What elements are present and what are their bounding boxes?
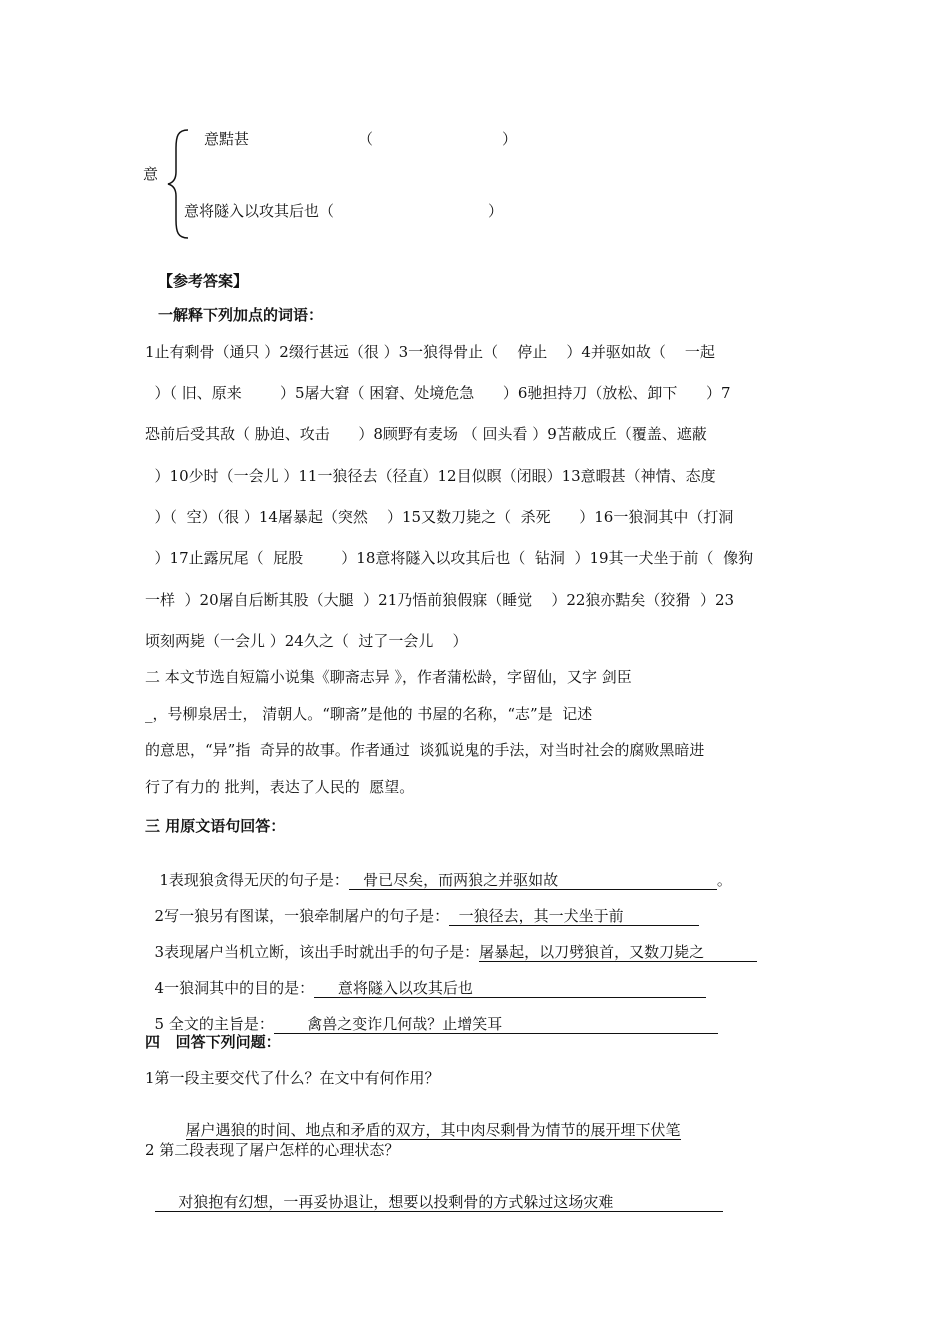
question-text: 2写一狼另有图谋，一狼牵制屠户的句子是：: [154, 907, 450, 925]
section1-line: ）（ 旧、原来 ）5屠大窘（ 困窘、处境危急 ）6驰担持刀（放松、卸下 ）7: [145, 384, 731, 402]
question-text: 1表现狼贪得无厌的句子是：: [154, 871, 349, 889]
section1-line: ）17止露尻尾（ 屁股 ）18意将隧入以攻其后也（ 钻洞 ）19其一犬坐于前（ 像狗: [145, 549, 754, 567]
section1-title: 一解释下列加点的词语：: [158, 306, 324, 324]
answer-tail: 。: [716, 871, 732, 889]
section3-item: [145, 887, 699, 926]
brace-row1-word: 意黠甚: [204, 130, 250, 148]
section1-line: 恐前后受其敌（ 胁迫、攻击 ）8顾野有麦场 （ 回头看 ）9苫蔽成丘（覆盖、遮蔽: [145, 425, 707, 443]
section3-item: [145, 959, 706, 998]
section1-line: 一样 ）20屠自后断其股（大腿 ）21乃悟前狼假寐（睡觉 ）22狼亦黠矣（狡猾 ）23: [145, 591, 735, 609]
section2-line: 行了有力的 批判，表达了人民的 愿望。: [145, 778, 415, 796]
brace-row2-word: 意将隧入以攻其后也（: [184, 202, 335, 220]
section4-question: 2 第二段表现了屠户怎样的心理状态？: [145, 1141, 400, 1159]
section1-line: ）（ 空）（很 ）14屠暴起（突然 ）15又数刀毙之（ 杀死 ）16一狼洞其中（打洞: [145, 508, 734, 526]
answer-text: 一狼径去，其一犬坐于前: [449, 907, 699, 926]
section4-title: 四 回答下列问题：: [145, 1033, 281, 1051]
section2-line: 二 本文节选自短篇小说集《聊斋志异 》，作者蒲松龄，字留仙，又字 剑臣: [145, 668, 632, 686]
brace-row2-paren-close: ）: [488, 202, 504, 220]
section3-item: [145, 995, 718, 1034]
brace-head: 意: [143, 165, 159, 183]
brace-row1-paren-open: （: [358, 130, 374, 148]
question-text: 4一狼洞其中的目的是：: [154, 979, 315, 997]
answer-title: 【参考答案】: [158, 272, 249, 290]
question-text: 3表现屠户当机立断，该出手时就出手的句子是：: [154, 943, 480, 961]
section3-item: [145, 923, 757, 962]
section3-title: 三 用原文语句回答：: [145, 817, 286, 835]
section4-answer: [145, 1175, 723, 1212]
answer-text: 对狼抱有幻想，一再妥协退让，想要以投剩骨的方式躲过这场灾难: [155, 1193, 723, 1212]
section2-line: _，号柳泉居士， 清朝人。“聊斋”是他的 书屋的名称，“志”是 记述: [145, 705, 593, 723]
answer-text: 屠暴起，以刀劈狼首，又数刀毙之: [479, 943, 757, 962]
section3-item: [145, 851, 732, 890]
section1-line: 顷刻两毙（一会儿 ）24久之（ 过了一会儿 ）: [145, 632, 468, 650]
section4-answer: [176, 1103, 681, 1140]
section4-question: 1第一段主要交代了什么？在文中有何作用？: [145, 1069, 440, 1087]
answer-text: 屠户遇狼的时间、地点和矛盾的双方，其中肉尽剩骨为情节的展开埋下伏笔: [185, 1121, 681, 1139]
curly-brace: [166, 128, 190, 240]
question-text: 5 全文的主旨是：: [154, 1015, 274, 1033]
answer-text: 意将隧入以攻其后也: [314, 979, 706, 998]
section2-line: 的意思，“异”指 奇异的故事。作者通过 谈狐说鬼的手法，对当时社会的腐败黑暗进: [145, 741, 705, 759]
answer-text: 骨已尽矣，而两狼之并驱如故: [349, 871, 717, 890]
brace-row1-paren-close: ）: [502, 130, 518, 148]
section1-line: 1止有剩骨（通只 ）2缀行甚远（很 ）3一狼得骨止（ 停止 ）4并驱如故（ 一起: [145, 343, 715, 361]
answer-text: 禽兽之变诈几何哉？止增笑耳: [274, 1015, 718, 1034]
section1-line: ）10少时（一会儿 ）11一狼径去（径直）12目似瞑（闭眼）13意暇甚（神情、态度: [145, 467, 716, 485]
